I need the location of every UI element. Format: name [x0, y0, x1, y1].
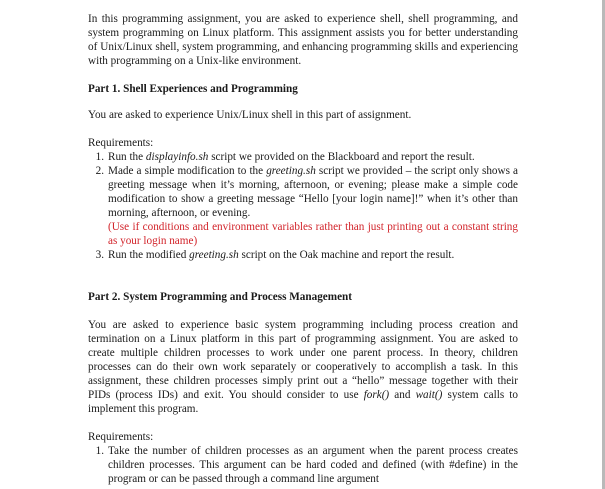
- part1-description: You are asked to experience Unix/Linux shell in this part of assignment.: [88, 109, 412, 121]
- part1-requirements-label: Requirements:: [88, 137, 154, 149]
- part2-requirements-label: Requirements:: [88, 431, 154, 443]
- syscall-wait: wait(): [415, 389, 443, 401]
- part1-requirement-1: [88, 150, 518, 164]
- syscall-fork: fork(): [363, 389, 390, 401]
- requirement-number: 3.: [95, 249, 104, 261]
- requirement-number: 1.: [95, 445, 104, 457]
- description-text: You are asked to experience basic system programming including process creation and termination on a Linux platform in this part of programming assignment. You are asked to create multiple children processes to work under one parent process. In theory, children processes can do their own work separately or cooperatively to accomplish a task. In this assignment, these children processes simply print out a “hello” message together with their PIDs (process IDs) and exit. You should consider to use: [88, 319, 518, 401]
- document-content: [88, 12, 518, 486]
- script-name: greeting.sh: [189, 249, 239, 261]
- part2-heading: Part 2. System Programming and Process Management: [88, 291, 353, 303]
- script-name: greeting.sh: [266, 165, 316, 177]
- requirement-text: Run the: [108, 151, 146, 163]
- intro-paragraph: In this programming assignment, you are asked to experience shell, shell programming, and system programming on Linux platform. This assignment assists you for better understanding of Unix/Linux shell, system programming, and enhancing programming skills and experiencing with programming on a Unix-like environment.: [88, 13, 518, 67]
- part2-requirement-1: [88, 444, 518, 486]
- description-text: system calls to implement this program.: [88, 389, 519, 415]
- requirement-note: (Use if conditions and environment variables rather than just printing out a constant string as your login name): [108, 221, 518, 247]
- requirement-text: script we provided – the script only shows a greeting message when it’s morning, afternoon, or evening; please make a simple code modification to show a greeting message “Hello [your login name]!” when it’s other than morning, afternoon, or evening.: [108, 165, 518, 219]
- part1-requirement-3: [88, 248, 518, 262]
- requirement-number: 2.: [95, 165, 104, 177]
- script-name: displayinfo.sh: [145, 151, 209, 163]
- requirement-text: Made a simple modification to the: [108, 165, 267, 177]
- requirement-number: 1.: [95, 151, 104, 163]
- requirement-text: script on the Oak machine and report the result.: [238, 249, 455, 261]
- part1-requirement-2: [88, 164, 518, 248]
- part1-requirements-list: [88, 150, 518, 262]
- requirement-text: Run the modified: [108, 249, 190, 261]
- requirement-text: script we provided on the Blackboard and report the result.: [208, 151, 475, 163]
- requirement-text: Take the number of children processes as an argument when the parent process creates children processes. This argument can be hard coded and defined (with #define) in the program or can be passed through a command line argument: [108, 445, 518, 485]
- description-text: and: [389, 389, 416, 401]
- part2-description: [88, 318, 518, 416]
- part1-heading: Part 1. Shell Experiences and Programming: [88, 83, 298, 95]
- part2-requirements-list: [88, 444, 518, 486]
